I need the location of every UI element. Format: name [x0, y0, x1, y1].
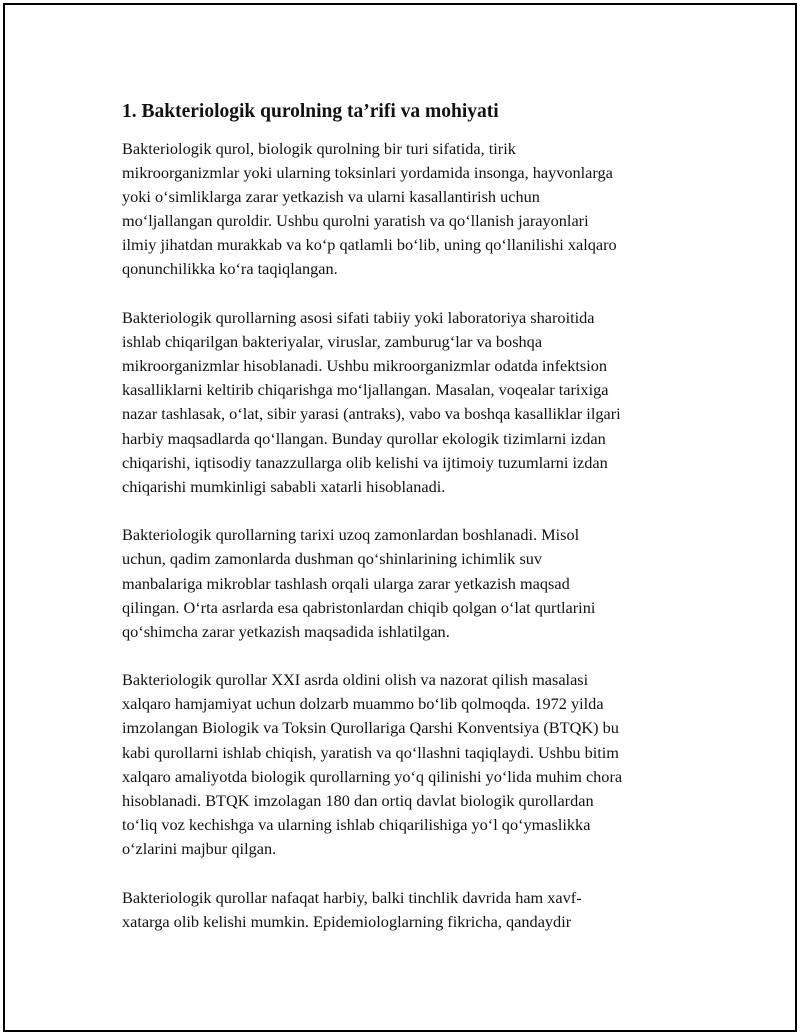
text-line: uchun, qadim zamonlarda dushman qoʻshinlarining ichimlik suv [122, 549, 543, 569]
text-line: kabi qurollarni ishlab chiqish, yaratish va qoʻllashni taqiqlaydi. Ushbu bitim [122, 742, 619, 762]
text-line: yoki oʻsimliklarga zarar yetkazish va ularni kasallantirish uchun [122, 187, 540, 207]
paragraph [122, 886, 692, 934]
document-body [122, 100, 692, 958]
paragraphs-container [122, 137, 692, 934]
text-line: Bakteriologik qurollar XXI asrda oldini olish va nazorat qilish masalasi [122, 670, 589, 690]
text-line: moʻljallangan quroldir. Ushbu qurolni yaratish va qoʻllanish jarayonlari [122, 211, 589, 231]
text-line: qonunchilikka koʻra taqiqlangan. [122, 259, 338, 279]
text-line: Bakteriologik qurollarning asosi sifati tabiiy yoki laboratoriya sharoitida [122, 308, 595, 328]
page-frame [3, 3, 797, 1032]
text-line: manbalariga mikroblar tashlash orqali ularga zarar yetkazish maqsad [122, 573, 570, 593]
text-line: xalqaro hamjamiyat uchun dolzarb muammo boʻlib qolmoqda. 1972 yilda [122, 694, 604, 714]
text-line: hisoblanadi. BTQK imzolagan 180 dan ortiq davlat biologik qurollardan [122, 790, 594, 810]
text-line: harbiy maqsadlarda qoʻllangan. Bunday qurollar ekologik tizimlarni izdan [122, 428, 606, 448]
paragraph [122, 137, 692, 282]
text-line: imzolangan Biologik va Toksin Qurollariga Qarshi Konventsiya (BTQK) bu [122, 718, 619, 738]
paragraph [122, 668, 692, 861]
text-line: Bakteriologik qurollarning tarixi uzoq zamonlardan boshlanadi. Misol [122, 525, 580, 545]
text-line: xalqaro amaliyotda biologik qurollarning yoʻq qilinishi yoʻlida muhim chora [122, 766, 623, 786]
text-line: qilingan. Oʻrta asrlarda esa qabristonlardan chiqib qolgan oʻlat qurtlarini [122, 597, 596, 617]
text-line: kasalliklarni keltirib chiqarishga moʻljallangan. Masalan, voqealar tarixiga [122, 380, 609, 400]
text-line: Bakteriologik qurol, biologik qurolning bir turi sifatida, tirik [122, 139, 516, 158]
text-line: chiqarishi, iqtisodiy tanazzullarga olib kelishi va ijtimoiy tuzumlarni izdan [122, 452, 608, 472]
text-line: xatarga olib kelishi mumkin. Epidemiologlarning fikricha, qandaydir [122, 911, 572, 931]
section-heading: 1. Bakteriologik qurolning ta’rifi va mohiyati [122, 101, 499, 122]
paragraph [122, 306, 692, 499]
text-line: mikroorganizmlar hisoblanadi. Ushbu mikroorganizmlar odatda infektsion [122, 356, 608, 376]
text-line: oʻzlarini majbur qilgan. [122, 838, 277, 858]
text-line: qoʻshimcha zarar yetkazish maqsadida ishlatilgan. [122, 621, 450, 641]
text-line: ilmiy jihatdan murakkab va koʻp qatlamli boʻlib, uning qoʻllanilishi xalqaro [122, 235, 617, 255]
text-line: ishlab chiqarilgan bakteriyalar, viruslar, zamburugʻlar va boshqa [122, 332, 543, 352]
text-line: mikroorganizmlar yoki ularning toksinlari yordamida insonga, hayvonlarga [122, 163, 613, 183]
text-line: chiqarishi mumkinligi sababli xatarli hisoblanadi. [122, 476, 446, 496]
text-line: nazar tashlasak, oʻlat, sibir yarasi (antraks), vabo va boshqa kasalliklar ilgari [122, 404, 621, 424]
text-line: toʻliq voz kechishga va ularning ishlab chiqarilishiga yoʻl qoʻymaslikka [122, 814, 591, 834]
paragraph [122, 523, 692, 643]
text-line: Bakteriologik qurollar nafaqat harbiy, balki tinchlik davrida ham xavf- [122, 887, 582, 907]
